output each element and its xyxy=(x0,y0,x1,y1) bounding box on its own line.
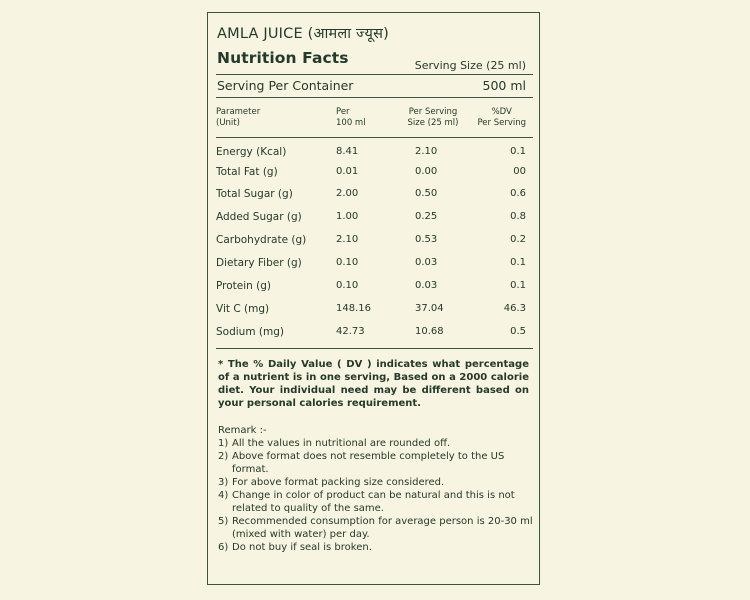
per-serving-value: 2.10 xyxy=(415,146,438,157)
per-serving-value: 0.25 xyxy=(415,211,438,222)
remark-number: 1) xyxy=(218,438,229,449)
nutrient-name: Carbohydrate (g) xyxy=(216,234,307,246)
table-row xyxy=(208,257,539,273)
product-title: AMLA JUICE (आमला ज्यूस) xyxy=(217,26,389,42)
nutrient-name: Added Sugar (g) xyxy=(216,211,302,223)
per-100ml-value: 0.10 xyxy=(336,257,359,268)
remark-item xyxy=(218,515,533,541)
column-header-per-serving: Per Serving Size (25 ml) xyxy=(407,107,459,128)
remark-item xyxy=(218,476,533,489)
daily-value-note: * The % Daily Value ( DV ) indicates what percentage of a nutrient is in one serving, Based on a 2000 calorie diet. Your individual need may be different based on your personal calories requirement. xyxy=(218,359,529,409)
nutrient-name: Total Sugar (g) xyxy=(216,188,293,200)
per-100ml-value: 0.10 xyxy=(336,280,359,291)
per-serving-value: 0.50 xyxy=(415,188,438,199)
table-row xyxy=(208,166,539,182)
dv-value: 0.1 xyxy=(510,257,526,268)
remark-text: Above format does not resemble completely to the US format. xyxy=(232,451,505,475)
dv-value: 0.5 xyxy=(510,326,526,337)
per-100ml-value: 2.00 xyxy=(336,188,359,199)
serving-size: Serving Size (25 ml) xyxy=(414,59,526,72)
remark-item xyxy=(218,541,533,554)
dv-value: 0.1 xyxy=(510,280,526,291)
remark-text: Recommended consumption for average person is 20-30 ml (mixed with water) per day. xyxy=(232,516,533,540)
serving-per-container-value: 500 ml xyxy=(482,78,526,93)
remark-item xyxy=(218,450,533,476)
remark-number: 6) xyxy=(218,542,229,553)
per-serving-value: 10.68 xyxy=(415,326,444,337)
per-serving-value: 37.04 xyxy=(415,303,444,314)
serving-per-container-label: Serving Per Container xyxy=(217,78,354,93)
table-row xyxy=(208,188,539,204)
dv-value: 00 xyxy=(513,166,526,177)
table-row xyxy=(208,280,539,296)
per-100ml-value: 0.01 xyxy=(336,166,359,177)
table-row xyxy=(208,211,539,227)
table-row xyxy=(208,234,539,250)
per-100ml-value: 8.41 xyxy=(336,146,359,157)
column-header-dv: %DV Per Serving xyxy=(477,107,526,128)
dv-value: 0.2 xyxy=(510,234,526,245)
per-serving-value: 0.03 xyxy=(415,280,438,291)
per-serving-value: 0.00 xyxy=(415,166,438,177)
nutrient-name: Energy (Kcal) xyxy=(216,146,287,158)
divider xyxy=(216,97,533,98)
remark-text: Change in color of product can be natural and this is not related to quality of the same. xyxy=(232,490,515,514)
per-100ml-value: 148.16 xyxy=(336,303,371,314)
nutrient-name: Dietary Fiber (g) xyxy=(216,257,302,269)
per-100ml-value: 1.00 xyxy=(336,211,359,222)
remark-text: For above format packing size considered. xyxy=(232,477,445,488)
table-row xyxy=(208,326,539,342)
remark-number: 4) xyxy=(218,490,229,501)
per-serving-value: 0.03 xyxy=(415,257,438,268)
nutrition-label xyxy=(207,12,540,585)
nutrient-name: Total Fat (g) xyxy=(216,166,278,178)
nutrition-facts-heading: Nutrition Facts xyxy=(217,49,349,67)
remark-number: 2) xyxy=(218,451,229,462)
dv-value: 46.3 xyxy=(503,303,526,314)
nutrient-name: Protein (g) xyxy=(216,280,272,292)
nutrient-name: Vit C (mg) xyxy=(216,303,270,315)
remark-number: 3) xyxy=(218,477,229,488)
remark-text: All the values in nutritional are rounded off. xyxy=(232,438,451,449)
per-100ml-value: 2.10 xyxy=(336,234,359,245)
remarks-heading: Remark :- xyxy=(218,425,267,436)
per-100ml-value: 42.73 xyxy=(336,326,365,337)
column-header-parameter: Parameter (Unit) xyxy=(216,107,261,128)
remark-item xyxy=(218,437,533,450)
remarks xyxy=(218,424,533,554)
table-row xyxy=(208,146,539,162)
divider xyxy=(216,74,533,75)
dv-value: 0.6 xyxy=(510,188,526,199)
divider xyxy=(216,137,533,138)
remark-number: 5) xyxy=(218,516,229,527)
nutrient-name: Sodium (mg) xyxy=(216,326,284,338)
dv-value: 0.8 xyxy=(510,211,526,222)
per-serving-value: 0.53 xyxy=(415,234,438,245)
table-row xyxy=(208,303,539,319)
remark-item xyxy=(218,489,533,515)
dv-value: 0.1 xyxy=(510,146,526,157)
remark-text: Do not buy if seal is broken. xyxy=(232,542,372,553)
divider xyxy=(216,348,533,349)
column-header-per-100ml: Per 100 ml xyxy=(336,107,366,128)
